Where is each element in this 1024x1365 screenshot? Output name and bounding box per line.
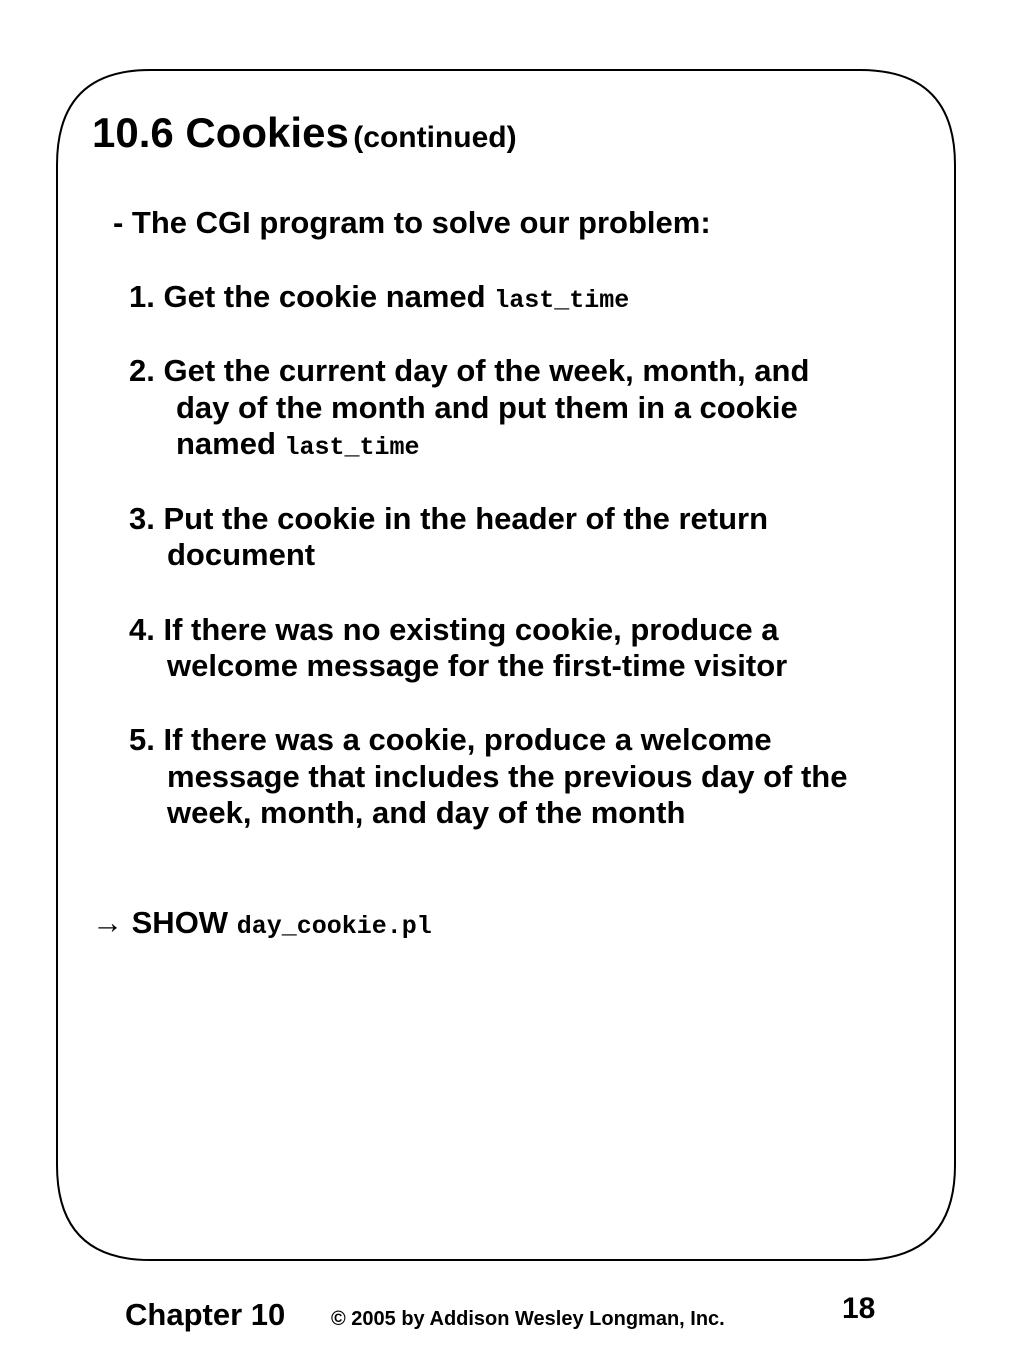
- footer-chapter: Chapter 10: [125, 1297, 286, 1332]
- step-4-line-1: 4. If there was no existing cookie, produce a: [129, 612, 779, 647]
- step-5-line-2: message that includes the previous day of the: [167, 759, 848, 794]
- title-continued: (continued): [353, 121, 517, 154]
- show-filename: day_cookie.pl: [236, 912, 432, 941]
- intro-text: - The CGI program to solve our problem:: [113, 205, 711, 240]
- slide-title: [92, 109, 517, 156]
- page-number: 18: [842, 1292, 876, 1325]
- title-main: 10.6 Cookies: [92, 109, 349, 156]
- step-2-line-3: [176, 428, 420, 460]
- step-text: named: [176, 426, 285, 461]
- step-2-line-2: day of the month and put them in a cookie: [176, 390, 798, 425]
- step-5-line-1: 5. If there was a cookie, produce a welcome: [129, 722, 772, 757]
- code-last-time: last_time: [284, 433, 420, 462]
- footer-copyright: © 2005 by Addison Wesley Longman, Inc.: [331, 1308, 725, 1330]
- footer: [125, 1299, 285, 1330]
- show-line: [92, 907, 432, 939]
- step-3-line-1: 3. Put the cookie in the header of the return: [129, 501, 769, 536]
- arrow-right-icon: →: [92, 905, 123, 940]
- step-1-line-1: [129, 281, 629, 313]
- step-2-line-1: 2. Get the current day of the week, month, and: [129, 353, 810, 388]
- step-5-line-3: week, month, and day of the month: [167, 795, 686, 830]
- step-text: 1. Get the cookie named: [129, 279, 495, 314]
- code-last-time: last_time: [494, 286, 630, 315]
- show-label: SHOW: [131, 905, 229, 940]
- step-3-line-2: document: [167, 537, 316, 572]
- step-4-line-2: welcome message for the first-time visitor: [167, 648, 788, 683]
